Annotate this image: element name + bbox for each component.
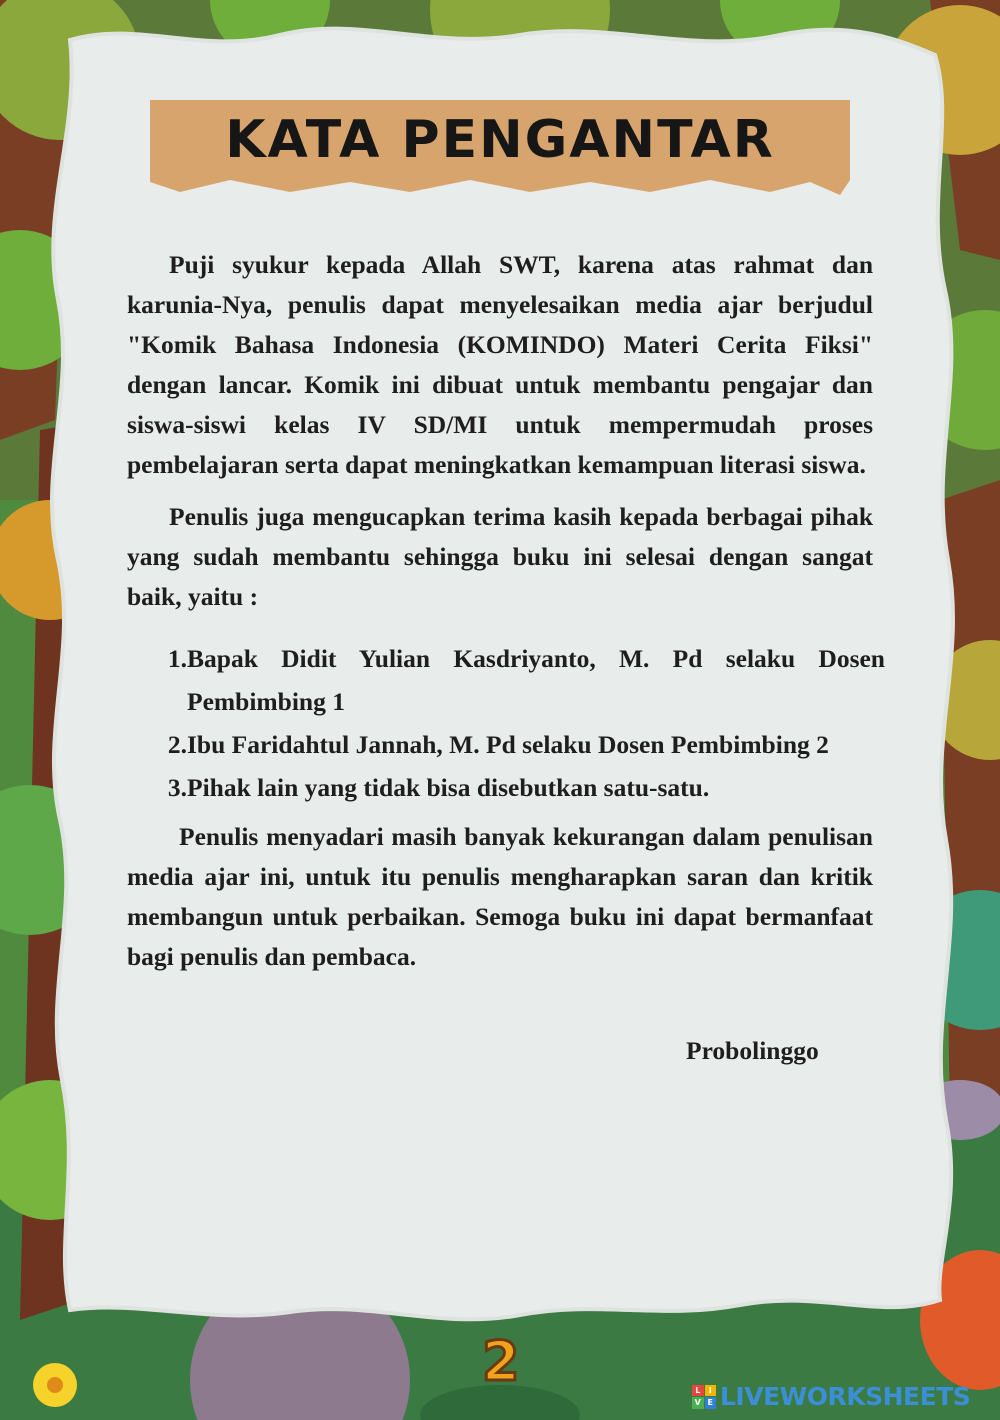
body-content — [127, 245, 885, 977]
list-number: 3. — [167, 773, 187, 802]
signature-city: Probolinggo — [686, 1036, 819, 1065]
list-text: Pihak lain yang tidak bisa disebutkan satu-satu. — [187, 773, 710, 802]
page-number: 2 — [482, 1330, 520, 1393]
logo-letter: L — [692, 1385, 704, 1397]
page-title: KATA PENGANTAR — [225, 110, 775, 170]
list-number: 2. — [167, 730, 187, 759]
list-item — [127, 723, 873, 766]
list-item — [127, 637, 885, 723]
list-text: Ibu Faridahtul Jannah, M. Pd selaku Dosen Pembimbing 2 — [187, 730, 829, 759]
list-item — [127, 766, 873, 809]
list-text: Bapak Didit Yulian Kasdriyanto, M. Pd selaku Dosen Pembimbing 1 — [187, 644, 885, 716]
paragraph-closing: Penulis menyadari masih banyak kekurangan dalam penulisan media ajar ini, untuk itu penulis mengharapkan saran dan kritik membangun untuk perbaikan. Semoga buku ini dapat bermanfaat bagi penulis dan pembaca. — [127, 822, 873, 971]
paragraph-thanks: Penulis juga mengucapkan terima kasih kepada berbagai pihak yang sudah membantu sehingga buku ini selesai dengan sangat baik, yaitu : — [127, 502, 873, 611]
watermark-text: LIVEWORKSHEETS — [720, 1382, 971, 1411]
acknowledgement-list — [127, 637, 885, 809]
list-number: 1. — [167, 644, 187, 673]
logo-letter: E — [705, 1397, 717, 1409]
watermark[interactable] — [692, 1382, 970, 1411]
logo-letter: I — [705, 1385, 717, 1397]
liveworksheets-logo-icon — [692, 1385, 716, 1409]
logo-letter: V — [692, 1397, 704, 1409]
paragraph-intro: Puji syukur kepada Allah SWT, karena atas rahmat dan karunia-Nya, penulis dapat menyelesaikan media ajar berjudul "Komik Bahasa Indonesia (KOMINDO) Materi Cerita Fiksi" dengan lancar. Komik ini dibuat untuk membantu pengajar dan siswa-siswi kelas IV SD/MI untuk mempermudah proses pembelajaran serta dapat meningkatkan kemampuan literasi siswa. — [127, 250, 873, 479]
